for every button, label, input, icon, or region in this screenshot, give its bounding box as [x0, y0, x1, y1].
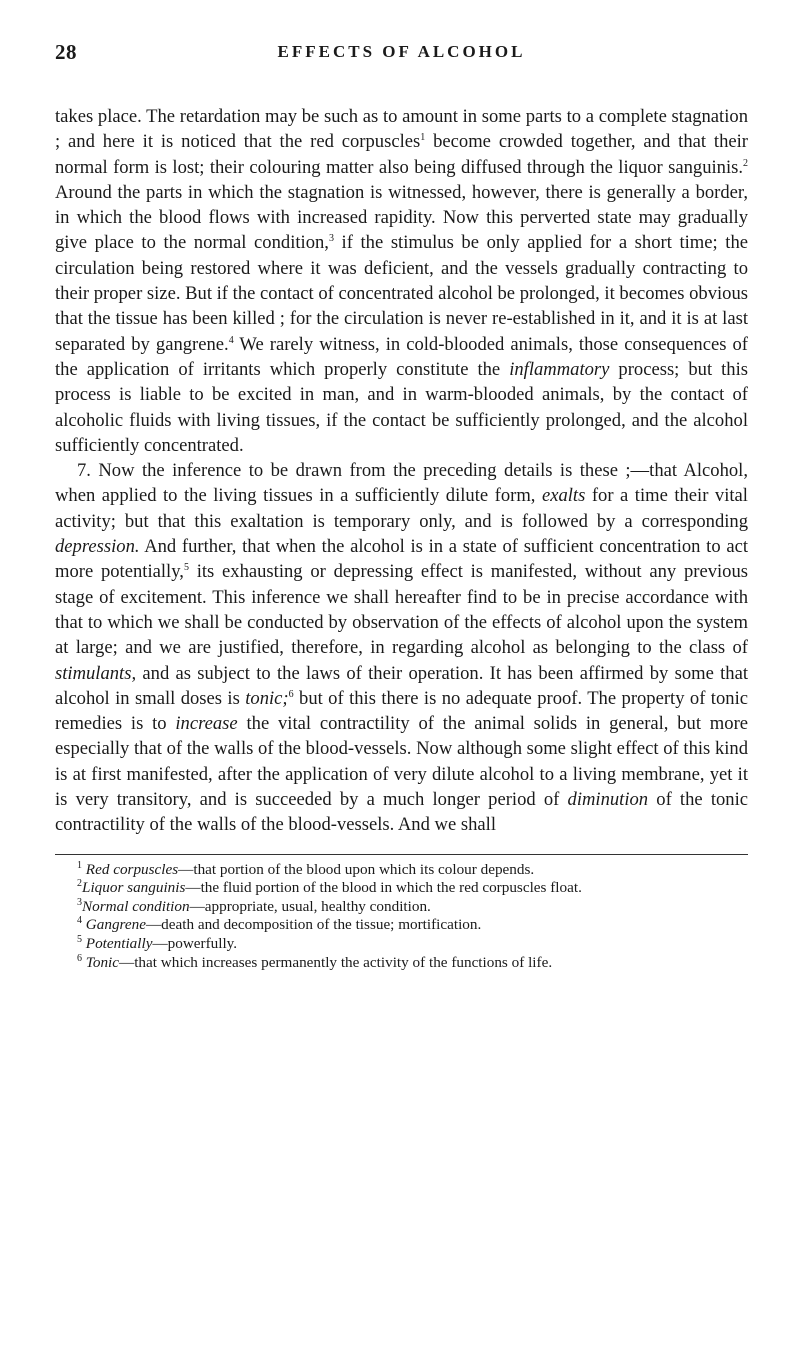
footnote-5: [55, 935, 748, 954]
footnote-text: —the fluid portion of the blood in which the red corpuscles float.: [185, 879, 582, 897]
footnote-mark: 4: [77, 915, 82, 927]
text-run: for a time their vital activity; but that this exaltation is temporary only, and is followed by a corresponding: [55, 485, 748, 532]
text-run: become crowded together, and that their normal form is lost; their colouring matter also being diffused through the liquor sanguinis.: [55, 131, 748, 178]
footnote-divider: [55, 854, 748, 855]
footnote-text: —death and decomposition of the tissue; mortification.: [145, 916, 482, 934]
emphasis-inflammatory: inflammatory: [509, 358, 610, 380]
footnote-term: Tonic: [85, 953, 119, 971]
paragraph-2: [55, 458, 748, 837]
paragraph-1: [55, 104, 748, 458]
footnote-6: [55, 954, 748, 973]
emphasis-increase: increase: [175, 713, 238, 735]
footnote-ref-6[interactable]: 6: [288, 688, 294, 700]
footnotes: [55, 861, 748, 973]
text-run: if the stimulus be only applied for a short time; the circulation being restored where it was deficient, and the vessels gradually contracting to their proper size. But if the contact of concentrated alcohol be prolonged, it becomes obvious that the tissue has been killed ; for the circulation is never re-established in it, and it is at last separated by gangrene.: [55, 232, 748, 355]
footnote-4: [55, 916, 748, 935]
footnote-text: —that which increases permanently the activity of the functions of life.: [119, 953, 553, 971]
text-run: We rarely witness, in cold-blooded animals, those consequences of the application of irritants which properly constitute the: [55, 333, 748, 380]
footnote-ref-3[interactable]: 3: [328, 233, 334, 245]
footnote-mark: 2: [77, 878, 82, 890]
text-run: 7. Now the inference to be drawn from the preceding details is these ;—that Alcohol, when applied to the living tissues in a sufficiently dilute form,: [55, 460, 748, 507]
body-text: [55, 104, 748, 838]
emphasis-tonic: tonic;: [245, 687, 289, 709]
page-number: 28: [55, 40, 77, 64]
footnote-term: Potentially: [85, 934, 153, 952]
text-run: the vital contractility of the animal solids in general, but more especially that of the walls of the blood-vessels. Now although some slight effect of this kind is at first manifested, after the application of very dilute alcohol to a living membrane, yet it is very transitory, and is succeeded by a much longer period of: [55, 713, 749, 811]
footnote-mark: 5: [77, 933, 82, 945]
footnote-term: Normal condition: [82, 897, 190, 915]
footnote-text: —that portion of the blood upon which its colour depends.: [178, 860, 535, 878]
footnote-ref-2[interactable]: 2: [743, 157, 748, 169]
emphasis-exalts: exalts: [541, 485, 586, 507]
emphasis-stimulants: stimulants,: [55, 662, 137, 684]
running-title: EFFECTS OF ALCOHOL: [277, 42, 526, 61]
text-run: of the tonic contractility of the walls of the blood-vessels. And we shall: [55, 789, 748, 836]
footnote-text: —appropriate, usual, healthy condition.: [189, 897, 431, 915]
footnote-ref-1[interactable]: 1: [420, 132, 426, 144]
text-run: process; but this process is liable to be excited in man, and in warm-blooded animals, by the contact of alcoholic fluids with living tissues, if the contact be sufficiently prolonged, and the alcohol sufficiently concentrated.: [55, 358, 749, 456]
emphasis-diminution: diminution: [567, 789, 649, 811]
text-run: takes place. The retardation may be such as to amount in some parts to a complete stagnation ; and here it is noticed that the red corpuscles: [55, 106, 748, 153]
emphasis-depression: depression.: [55, 536, 140, 558]
footnote-mark: 3: [77, 896, 82, 908]
running-head: [55, 40, 748, 74]
text-run: And further, that when the alcohol is in a state of sufficient concentration to act more potentially,: [55, 536, 748, 583]
text-run: and as subject to the laws of their operation. It has been affirmed by some that alcohol in small doses is: [55, 662, 748, 709]
footnote-term: Red corpuscles: [85, 860, 179, 878]
footnote-ref-5[interactable]: 5: [183, 562, 189, 574]
text-run: Around the parts in which the stagnation is witnessed, however, there is generally a border, in which the blood flows with increased rapidity. Now this perverted state may gradually give place to the normal condition,: [55, 181, 748, 254]
footnote-mark: 6: [77, 952, 82, 964]
footnote-term: Liquor sanguinis: [82, 879, 186, 897]
footnote-1: [55, 861, 748, 880]
text-run: its exhausting or depressing effect is manifested, without any previous stage of excitement. This inference we shall hereafter find to be in precise accordance with that to which we shall be conducted by observation of the effects of alcohol upon the system at large; and we are justified, therefore, in regarding alcohol as belonging to the class of: [55, 561, 748, 659]
footnote-2: [55, 879, 748, 898]
footnote-text: —powerfully.: [152, 934, 238, 952]
footnote-ref-4[interactable]: 4: [228, 334, 234, 346]
footnote-3: [55, 898, 748, 917]
footnote-mark: 1: [77, 859, 82, 871]
text-run: but of this there is no adequate proof. The property of tonic remedies is to: [55, 687, 748, 735]
footnote-term: Gangrene: [85, 916, 146, 934]
